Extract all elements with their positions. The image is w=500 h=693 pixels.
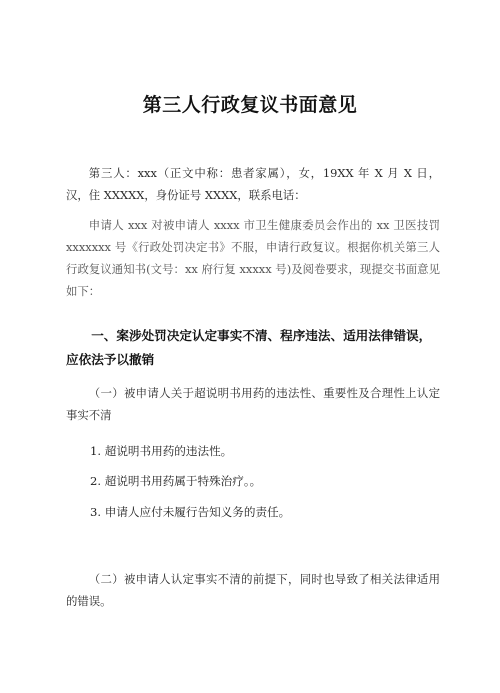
list-item: 1. 超说明书用药的违法性。 — [90, 444, 233, 458]
subsection-heading-2: （二）被申请人认定事实不清的前提下，同时也导致了相关法律适用的错误。 — [66, 572, 440, 608]
list-item: 3. 申请人应付未履行告知义务的责任。 — [90, 505, 291, 519]
third-party-info: 第三人：xxx（正文中称：患者家属），女，19XX 年 X 月 X 日，汉，住 XXXXX，身份证号 XXXX，联系电话： — [66, 166, 440, 202]
section-heading-1: 一、案涉处罚决定认定事实不清、程序违法、适用法律错误，应依法予以撤销 — [66, 328, 432, 367]
subsection-heading-1: （一）被申请人关于超说明书用药的违法性、重要性及合理性上认定事实不清 — [66, 386, 440, 422]
document-title: 第三人行政复议书面意见 — [142, 94, 358, 116]
list-item: 2. 超说明书用药属于特殊治疗。。 — [90, 474, 262, 488]
intro-paragraph: 申请人 xxx 对被申请人 xxxx 市卫生健康委员会作出的 xx 卫医技罚 xxxxxxx 号《行政处罚决定书》不服，申请行政复议。根据你机关第三人行政复议通知书(文号：xx 府行复 xxxxx 号)及阅卷要求，现提交书面意见如下： — [66, 218, 440, 298]
